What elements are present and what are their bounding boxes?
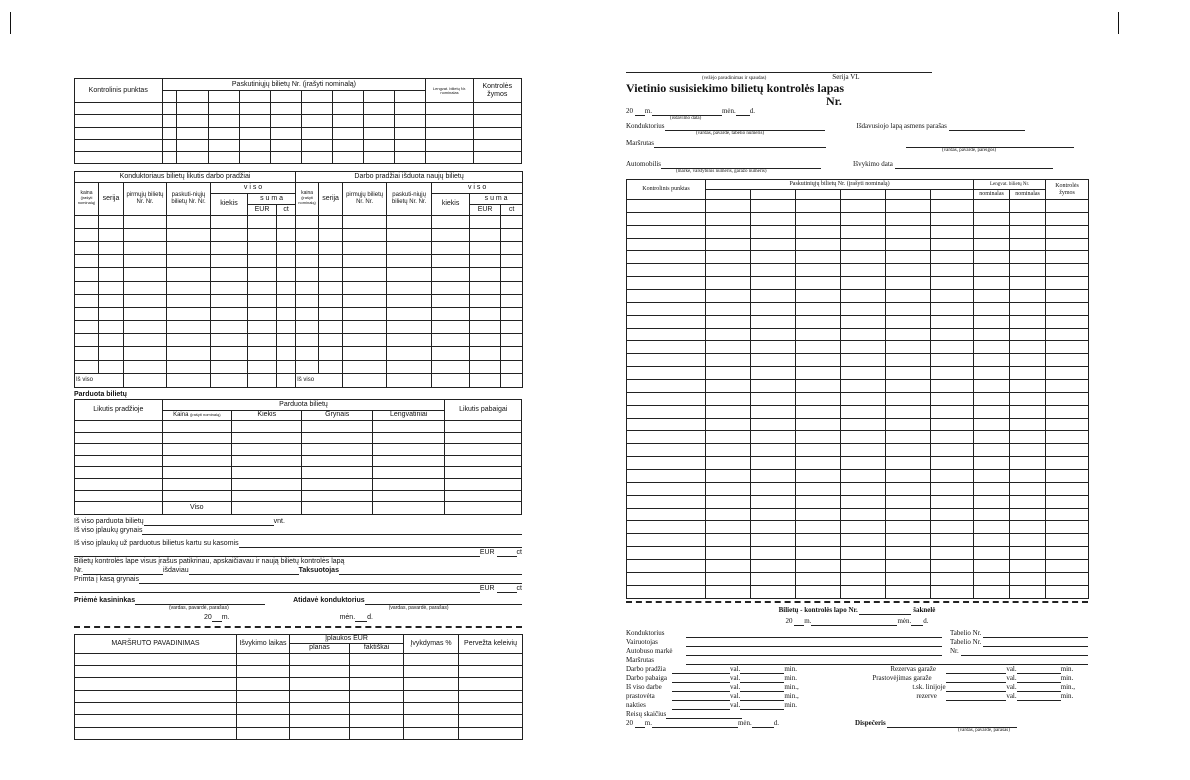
viso-header: v i s o [211, 182, 296, 193]
kiekis-header-2: kiekis [432, 193, 470, 215]
stub-driver-line: Vairuotojas Tabelio Nr. [626, 638, 1088, 647]
signatures-line: Priėmė kasininkas Atidavė konduktorius [74, 596, 522, 605]
col-discount: Lengvat. bilietų Nr. nominalas [426, 79, 473, 103]
left-cut-line [74, 626, 522, 628]
col-likutis-pradzioje: Likutis pradžioje [75, 400, 163, 421]
stub-dispatcher-note: (vardas, pavardė, parašas) [958, 728, 1010, 733]
stub-bottom-date: 20 m. mėn. d. Dispečeris [626, 719, 1088, 728]
first-nr-header-2: pirmųjų bilietų Nr. Nr. [343, 182, 387, 215]
col-kaina: Kaina (įrašyti nominalą) [162, 410, 231, 421]
signatures-notes: (vardas, pavardė, parašas) (vardas, pavardė, parašas) [169, 605, 449, 611]
text-cursor-left [10, 12, 11, 34]
col-grynais: Grynais [302, 410, 372, 421]
right-control-table [626, 179, 1089, 599]
serija-header-2: serija [319, 182, 343, 215]
stub-night: nakties val. min. [626, 701, 797, 709]
cash-received-eur-line: EUR ct [74, 584, 522, 593]
stub-total-work: Iš viso darbe val. min., t.sk. linijoje val. min., [626, 683, 1076, 691]
carrier-line [626, 66, 932, 73]
col-nominal-2: nominalas [1010, 190, 1046, 200]
right-cut-line [626, 601, 1088, 603]
col-departure: Išvykimo laikas [237, 635, 290, 654]
form-title: Vietinio susisiekimo bilietų kontrolės lapas [626, 81, 845, 95]
checked-text: Bilietų kontrolės lape visus įrašus patikrinau, apskaičiavau ir naują bilietų kontrolės lapą [74, 558, 345, 565]
stub-work-start: Darbo pradžia val. min. Rezervas garaže val. min. [626, 665, 1074, 673]
viso-header-2: v i s o [432, 182, 523, 193]
issuer-note-row: (vardas, pavardė, pareigos) [942, 148, 997, 153]
col-marks-r: Kontrolės žymos [1046, 180, 1089, 200]
stub-title: Bilietų - kontrolės lapo Nr. šaknelė [778, 606, 936, 614]
last-nr-header-2: paskuti-niųjų bilietų Nr. Nr. [387, 182, 432, 215]
issue-date-note: (išdavimo data) [670, 116, 702, 121]
issued-total-label: Iš viso [296, 373, 343, 387]
col-nominal-1: nominalas [974, 190, 1010, 200]
stub-idle: prastovėta val. min., rezerve val. min. [626, 692, 1074, 700]
ct-header-2: ct [501, 204, 523, 215]
series-label: Serija VL [832, 73, 860, 81]
cash-income-line: Iš viso įplaukų grynais [74, 526, 522, 535]
stub-trips: Reisų skaičius [626, 710, 1088, 719]
col-likutis-pabaigai: Likutis pabaigai [445, 400, 522, 421]
col-plan: planas [290, 644, 350, 653]
col-last-tickets-r: Paskutiniųjų bilietų Nr. (įrašyti nominalą) [706, 180, 974, 190]
conductor-balance-table [74, 171, 523, 388]
route-table [74, 634, 523, 740]
col-income: Įplaukos EUR [290, 635, 404, 644]
conductor-line: Konduktorius Išdavusiojo lapą asmens parašas [626, 122, 1088, 131]
eur-header-2: EUR [470, 204, 501, 215]
suma-header-2: s u m a [470, 193, 523, 204]
vehicle-line: Automobilis Išvykimo data [626, 160, 1088, 169]
income-register-line: Iš viso įplaukų už parduotus bilietus kartu su kasomis [74, 539, 522, 548]
col-marks: Kontrolės žymos [473, 79, 521, 103]
col-parduota: Parduota bilietų [162, 400, 445, 411]
sold-total-line: Iš viso parduota bilietų vnt. [74, 518, 285, 525]
income-eur-line: EUR ct [74, 548, 522, 557]
serija-header: serija [99, 182, 124, 215]
sold-heading: Parduota bilietų [74, 391, 127, 398]
conductor-note: (vardas, pavardė, tabelio numeris) [696, 131, 765, 136]
carrier-row: (vežėjo pavadinimas ir spaudas) Serija VL [702, 73, 860, 81]
col-actual: faktiškai [350, 644, 404, 653]
stub-date-line: 20 m. mėn. d. [785, 617, 929, 625]
eur-header: EUR [248, 204, 277, 215]
left-control-point-table [74, 78, 522, 164]
kaina-header: kaina (įrašyti nominalą) [75, 182, 99, 215]
suma-header: s u m a [248, 193, 296, 204]
col-last-tickets: Paskutiniųjų bilietų Nr. (įrašyti nominalą) [162, 79, 426, 91]
col-discount-r: Lengvat. bilietų Nr. [974, 180, 1046, 190]
text-cursor-right [1118, 12, 1119, 34]
sold-tickets-table [74, 399, 522, 515]
balance-total-label: Iš viso [75, 373, 124, 387]
kiekis-header: kiekis [211, 193, 248, 215]
vehicle-note: (markė, valstybinis numeris, garažo numeris) [676, 169, 767, 174]
col-route-name: MARŠRUTO PAVADINIMAS [75, 635, 237, 654]
stub-bus-line: Autobuso markė Nr. [626, 647, 1088, 656]
left-date-line: 20 m. mėn. d. [204, 614, 373, 621]
balance-title: Konduktoriaus bilietų likutis darbo pradžiai [75, 172, 296, 183]
col-lengvatiniai: Lengvatiniai [372, 410, 445, 421]
kaina-header-2: kaina (įrašyti nominalą) [296, 182, 319, 215]
route-line: Maršrutas [626, 139, 1088, 148]
ct-header: ct [277, 204, 296, 215]
col-kiekis: Kiekis [232, 410, 302, 421]
stub-route-line: Maršrutas [626, 656, 1088, 665]
cash-received-line: Primta į kasą grynais [74, 575, 522, 584]
form-nr: Nr. [826, 94, 842, 108]
right-page [626, 66, 1088, 734]
col-passengers: Pervežta keleivių [459, 635, 523, 654]
stub-work-end: Darbo pabaiga val. min. Prastovėjimas garaže val. min. [626, 674, 1074, 682]
col-control-point-r: Kontrolinis punktas [627, 180, 706, 200]
sold-total-label: Viso [162, 502, 231, 515]
issued-line: Nr. išdaviau Taksuotojas [74, 566, 522, 575]
issue-date-line: 20 m. mėn. d. [626, 107, 756, 115]
left-page [74, 78, 522, 740]
col-control-point: Kontrolinis punktas [75, 79, 163, 103]
last-nr-header: paskuti-niųjų bilietų Nr. Nr. [167, 182, 211, 215]
first-nr-header: pirmųjų bilietų Nr. Nr. [124, 182, 167, 215]
col-fulfill: Įvykdymas % [404, 635, 459, 654]
stub-conductor-line: Konduktorius Tabelio Nr. [626, 629, 1088, 638]
issued-title: Darbo pradžiai išduota naujų bilietų [296, 172, 523, 183]
